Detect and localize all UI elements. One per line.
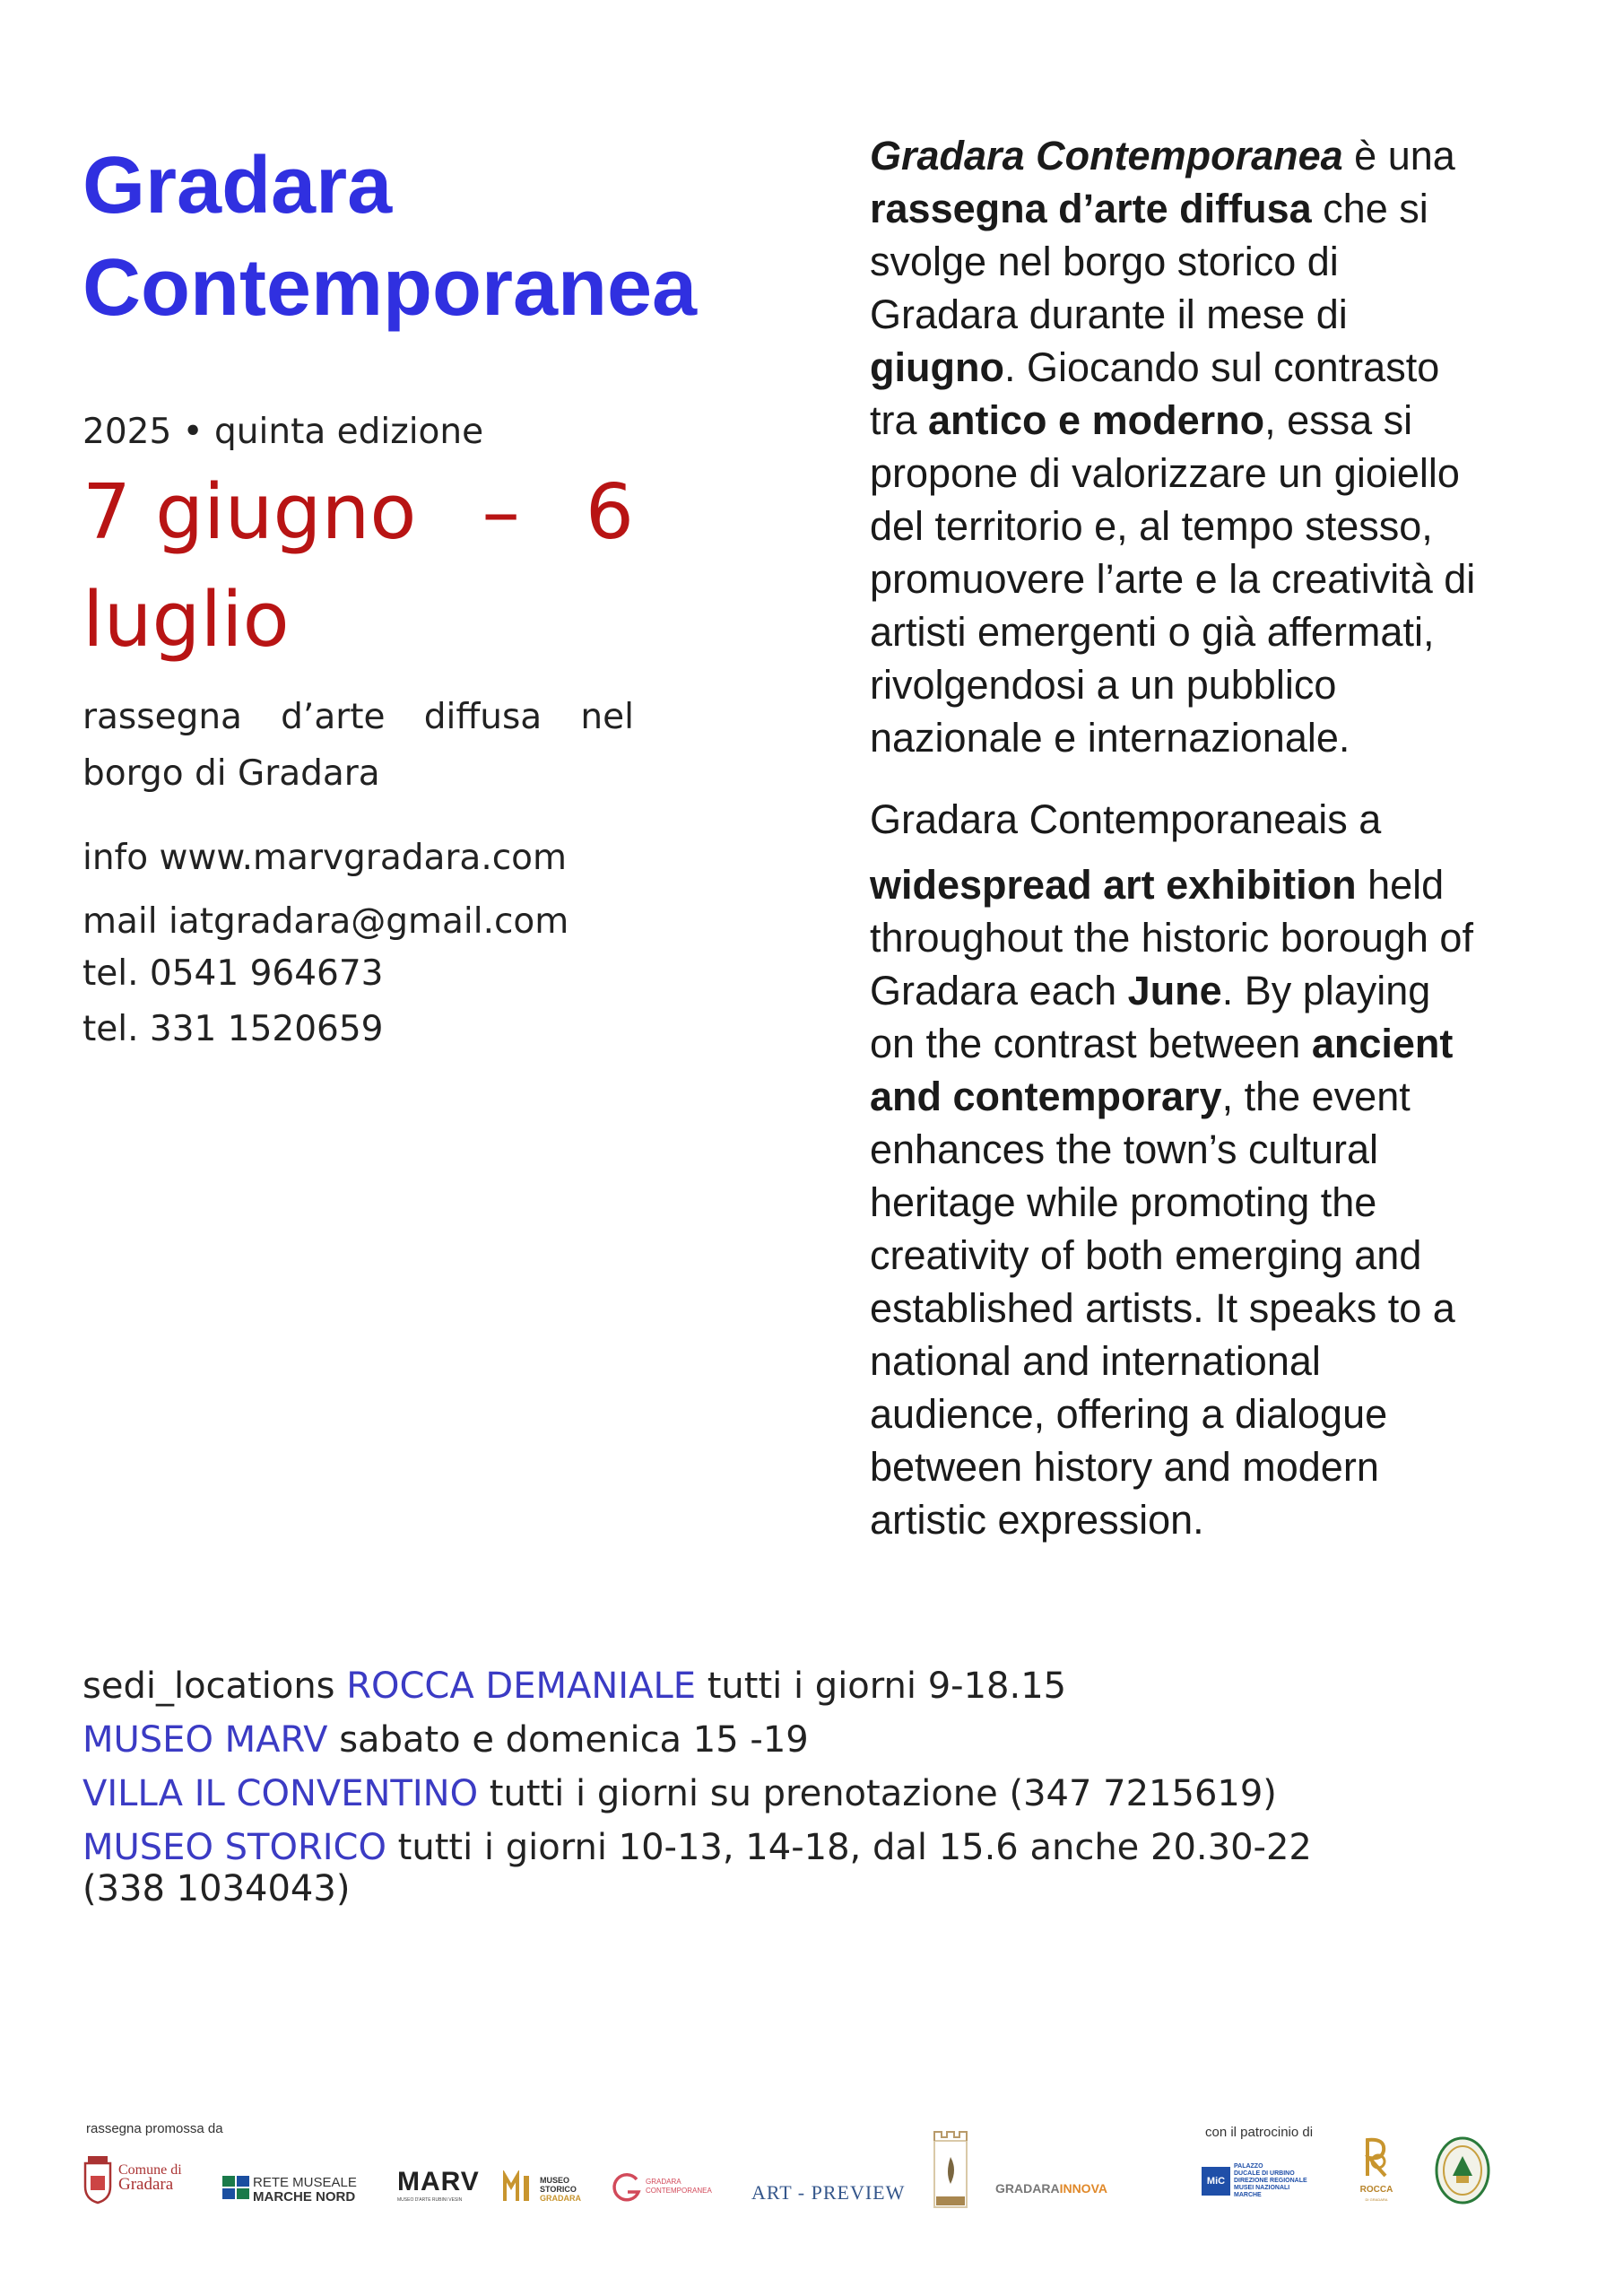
rete-museale-icon (222, 2176, 249, 2199)
text: tra (870, 397, 929, 443)
logo-text: MUSEO D'ARTE RUBINI VESIN (397, 2197, 463, 2203)
seal-icon (1435, 2136, 1490, 2205)
logo-text: RETE MUSEALE (253, 2175, 357, 2190)
logo-text: MARCHE (1234, 2192, 1262, 2198)
bold-text: antico e moderno (928, 397, 1265, 443)
logo-text: ROCCA (1359, 2185, 1393, 2195)
text-line: Gradara Contemporaneais a (870, 796, 1382, 842)
event-dates (82, 459, 656, 674)
logo-text: ART - PREVIEW (751, 2181, 906, 2204)
logo-marv (397, 2169, 487, 2208)
dates-end-month: luglio (82, 576, 290, 665)
museo-storico-icon (502, 2170, 536, 2205)
logo-text: MARV (397, 2167, 480, 2196)
text-line: nazionale e internazionale. (870, 715, 1350, 761)
logo-text: DIREZIONE REGIONALE (1234, 2178, 1307, 2184)
text-line: svolge nel borgo storico di (870, 239, 1339, 284)
location-museo-storico (82, 1821, 1535, 1874)
text-line: throughout the historic borough of (870, 915, 1473, 961)
logo-text: DUCALE DI URBINO (1234, 2170, 1295, 2177)
location-phone: (338 1034043) (82, 1868, 351, 1909)
logo-gradara-contemporanea (612, 2169, 728, 2208)
text-line: artisti emergenti o già affermati, (870, 609, 1435, 655)
logo-art-preview (751, 2181, 913, 2208)
logo-rocca (1354, 2135, 1399, 2211)
logo-text: MUSEO (540, 2176, 570, 2185)
text: , essa si (1264, 397, 1413, 443)
tagline-word: diffusa (423, 697, 543, 737)
text: on the contrast between (870, 1021, 1312, 1066)
patronage-label: con il patrocinio di (1205, 2125, 1314, 2140)
tagline-word: nel (580, 697, 634, 737)
tower-icon (933, 2130, 968, 2209)
text-line: propone di valorizzare un gioiello (870, 450, 1460, 496)
logo-text: MUSEI NAZIONALI (1234, 2185, 1290, 2191)
text-line: heritage while promoting the (870, 1179, 1377, 1225)
text-line: del territorio e, al tempo stesso, (870, 503, 1433, 549)
text: held (1356, 862, 1445, 908)
promoted-by-label: rassegna promossa da (86, 2121, 223, 2136)
contacts (82, 832, 656, 1058)
text: è una (1342, 133, 1455, 178)
bold-text: widespread art exhibition (870, 862, 1357, 908)
location-hours: tutti i giorni 9-18.15 (696, 1665, 1067, 1707)
logo-text: MARCHE NORD (253, 2189, 356, 2205)
title-line-2: Contemporanea (82, 243, 698, 333)
text-line: established artists. It speaks to a (870, 1285, 1455, 1331)
location-name: MUSEO STORICO (82, 1827, 386, 1868)
logo-text: Gradara (118, 2175, 174, 2194)
text: . Giocando sul contrasto (1003, 344, 1440, 390)
bold-text: ancient (1311, 1021, 1454, 1066)
page-title (82, 135, 698, 339)
location-name: MUSEO MARV (82, 1719, 328, 1761)
logo-text: PALAZZO (1234, 2163, 1263, 2170)
logo-text: CONTEMPORANEA (646, 2187, 712, 2195)
left-column (82, 135, 698, 1058)
logo-tower (933, 2130, 968, 2211)
bold-text: rassegna d’arte diffusa (870, 186, 1312, 231)
location-hours: sabato e domenica 15 -19 (327, 1719, 809, 1761)
gc-letter-icon (612, 2172, 642, 2205)
tagline (82, 689, 656, 802)
text-line: national and international (870, 1338, 1321, 1384)
bold-text: June (1127, 968, 1222, 1013)
tagline-word: rassegna (82, 697, 242, 737)
dates-dash: – (482, 468, 520, 557)
coat-of-arms-icon (82, 2154, 113, 2205)
location-name: VILLA IL CONVENTINO (82, 1773, 479, 1814)
title-line-1: Gradara (82, 141, 393, 230)
location-rocca (82, 1659, 1535, 1713)
text: che si (1311, 186, 1428, 231)
text: . By playing (1221, 968, 1431, 1013)
logo-text: GRADARA (540, 2194, 581, 2203)
text-line: enhances the town’s cultural (870, 1126, 1379, 1172)
text-line: rivolgendosi a un pubblico (870, 662, 1337, 708)
logo-museo-storico (502, 2169, 592, 2208)
logo-palazzo-ducale (1202, 2161, 1336, 2211)
location-hours: tutti i giorni 10-13, 14-18, dal 15.6 anche 20.30-22 (386, 1827, 1312, 1868)
location-hours: tutti i giorni su prenotazione (347 7215619) (478, 1773, 1277, 1814)
contact-tel-2[interactable]: tel. 331 1520659 (82, 1009, 384, 1049)
location-marv (82, 1713, 1535, 1767)
mic-icon: MiC (1202, 2167, 1230, 2196)
bold-text: and contemporary (870, 1074, 1222, 1119)
logo-text: INNOVA (1059, 2181, 1107, 2196)
tagline-line-2: borgo di Gradara (82, 753, 380, 794)
logo-text: DI GRADARA (1365, 2197, 1388, 2202)
logo-gradara-innova (995, 2181, 1121, 2208)
contact-tel-1[interactable]: tel. 0541 964673 (82, 953, 384, 994)
locations (82, 1659, 1535, 1910)
contact-website[interactable]: info www.marvgradara.com (82, 838, 568, 878)
tagline-word: d’arte (281, 697, 386, 737)
bold-text: Gradara Contemporanea (870, 133, 1343, 178)
description-english (870, 793, 1569, 1546)
text: , the event (1221, 1074, 1411, 1119)
logo-text: Comune di (118, 2162, 182, 2178)
description-italian (870, 129, 1569, 764)
dates-start: 7 giugno (82, 468, 417, 557)
text-line: creativity of both emerging and (870, 1232, 1422, 1278)
logo-rete-museale (222, 2170, 375, 2206)
text-line: artistic expression. (870, 1497, 1204, 1543)
logo-text: STORICO (540, 2185, 577, 2194)
text: Gradara each (870, 968, 1128, 1013)
edition: 2025 • quinta edizione (82, 412, 484, 452)
logo-text: GRADARA (995, 2181, 1060, 2196)
bold-text: giugno (870, 344, 1004, 390)
location-name: ROCCA DEMANIALE (346, 1665, 697, 1707)
logo-text: GRADARA (646, 2178, 681, 2186)
text-line: audience, offering a dialogue (870, 1391, 1388, 1437)
logo-comune-gradara (82, 2152, 199, 2206)
text-line: promuovere l’arte e la creatività di (870, 556, 1476, 602)
dates-end-day: 6 (585, 468, 634, 557)
locations-label: sedi_locations (82, 1665, 347, 1707)
location-conventino (82, 1767, 1535, 1821)
logo-seal (1435, 2136, 1490, 2205)
description-column (870, 129, 1569, 1546)
rocca-monogram-icon (1359, 2135, 1394, 2179)
text-line: between history and modern (870, 1444, 1379, 1490)
contact-email[interactable]: mail iatgradara@gmail.com (82, 901, 569, 942)
text-line: Gradara durante il mese di (870, 291, 1348, 337)
